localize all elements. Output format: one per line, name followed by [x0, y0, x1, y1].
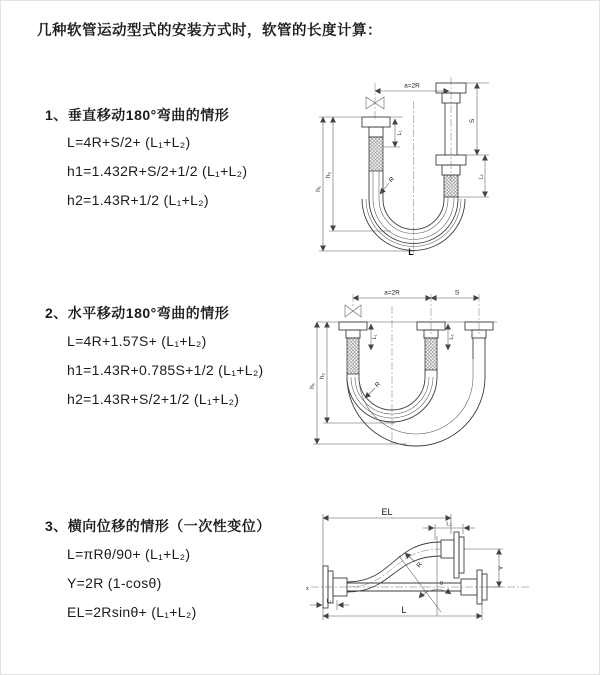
- section-2-formula-h2: h2=1.43R+S/2+1/2 (L₁+L₂): [67, 391, 240, 407]
- left-pipe-assembly: [339, 322, 367, 377]
- dim-label-l2: L₂: [478, 174, 485, 180]
- page-title: 几种软管运动型式的安装方式时，软管的长度计算：: [37, 23, 382, 39]
- upper-right-flange: [441, 532, 464, 578]
- dim-label-l: L: [408, 247, 414, 257]
- section-3-formula-Y: Y=2R (1-cosθ): [67, 575, 162, 591]
- section-3-heading: 3、横向位移的情形（一次性变位）: [45, 518, 271, 534]
- dim-label-s: S: [469, 118, 476, 124]
- dim-label-theta: θ: [440, 581, 444, 587]
- dim-l1: [310, 599, 349, 611]
- radius-callout: [365, 381, 382, 398]
- dim-h2: [319, 322, 327, 423]
- dim-label-h1: h₁: [309, 383, 316, 389]
- section-3-formula-EL: EL=2Rsinθ+ (L₁+L₂): [67, 604, 197, 620]
- middle-pipe-assembly: [417, 322, 445, 377]
- dim-label-y: Y: [498, 565, 505, 571]
- dim-l2: [458, 155, 489, 197]
- section-1-formula-L: L=4R+S/2+ (L₁+L₂): [67, 134, 191, 150]
- dim-label-l1: L₁: [326, 598, 332, 605]
- dim-label-el: EL: [381, 507, 393, 517]
- section-1-formula-h2: h2=1.43R+1/2 (L₁+L₂): [67, 192, 209, 208]
- valve-icon: [345, 305, 361, 317]
- diagram-lateral-displacement: [303, 504, 595, 661]
- diagram-vertical-180-bend: [311, 71, 543, 262]
- section-3-formula-L: L=πRθ/90+ (L₁+L₂): [67, 546, 191, 562]
- section-1-heading: 1、垂直移动180°弯曲的情形: [45, 107, 230, 123]
- dim-label-h1: h₁: [315, 186, 322, 192]
- dim-l2: [423, 522, 475, 541]
- dim-label-h2: h₂: [319, 372, 326, 380]
- dim-a2r: [353, 290, 431, 299]
- diagram-horizontal-180-bend: [307, 284, 547, 454]
- dim-label-r: R: [373, 380, 383, 390]
- left-pipe-assembly: [362, 117, 390, 171]
- dim-label-l2: L₂: [449, 334, 455, 340]
- dim-s: [431, 290, 479, 299]
- dim-label-l2: L₂: [446, 521, 452, 528]
- section-1-formula-h1: h1=1.432R+S/2+1/2 (L₁+L₂): [67, 163, 248, 179]
- dim-a2r: [375, 83, 449, 92]
- dim-h1: [309, 322, 317, 444]
- dim-y: [464, 549, 505, 587]
- dim-l1: [383, 119, 403, 147]
- dim-h1: [315, 117, 323, 251]
- dim-label-l1: L₁: [397, 130, 403, 136]
- dim-l: [323, 604, 482, 620]
- dim-h2: [325, 117, 333, 231]
- hose-s-curve: [347, 542, 444, 592]
- dim-el: [323, 507, 451, 566]
- angle-construction: [399, 536, 451, 616]
- section-2-heading: 2、水平移动180°弯曲的情形: [45, 305, 230, 321]
- hose-loop-displaced: [347, 338, 485, 446]
- dim-label-s: S: [454, 289, 460, 297]
- section-2-formula-h1: h1=1.43R+0.785S+1/2 (L₁+L₂): [67, 362, 264, 378]
- radius-callout: [380, 176, 396, 194]
- dim-l1: [371, 324, 378, 350]
- dim-label-l1: L₁: [372, 334, 378, 340]
- dim-s: [466, 83, 489, 155]
- dim-label-h2: h₂: [325, 171, 332, 179]
- section-2-formula-L: L=4R+1.57S+ (L₁+L₂): [67, 333, 207, 349]
- centerline-mark: x: [306, 586, 309, 592]
- dim-label-r: R: [415, 561, 425, 570]
- dim-label-a2r: a=2R: [384, 289, 400, 297]
- dim-label-l: L: [401, 605, 407, 615]
- dim-label-a2r: a=2R: [404, 82, 420, 90]
- dim-l2: [448, 324, 455, 350]
- dim-label-r: R: [387, 175, 397, 185]
